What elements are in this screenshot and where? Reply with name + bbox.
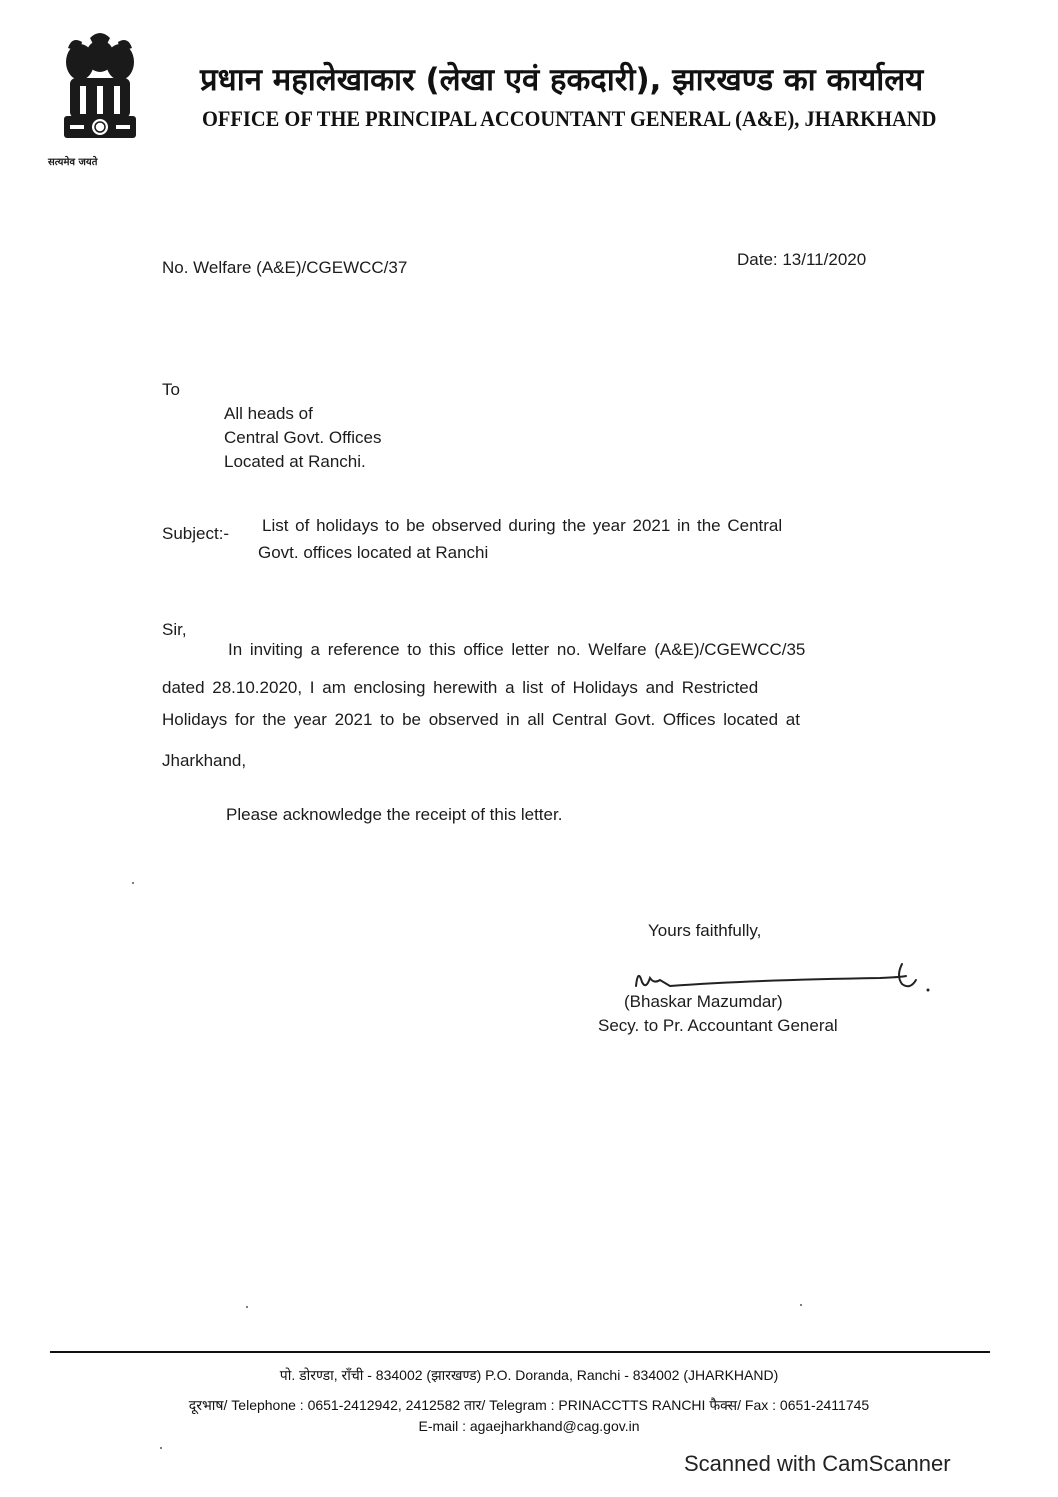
scan-speck: [246, 1306, 248, 1308]
body-line: In inviting a reference to this office letter no. Welfare (A&E)/CGEWCC/35: [228, 640, 806, 659]
body-line: Holidays for the year 2021 to be observed in all Central Govt. Offices located at: [162, 710, 800, 729]
scan-speck: [132, 882, 134, 884]
letter-date: Date: 13/11/2020: [737, 250, 867, 269]
office-title-english: OFFICE OF THE PRINCIPAL ACCOUNTANT GENERAL (A&E), JHARKHAND: [202, 106, 937, 131]
subject-line: List of holidays to be observed during the year 2021 in the Central: [262, 516, 783, 535]
footer-contact: दूरभाष/ Telephone : 0651-2412942, 2412582 तार/ Telegram : PRINACCTTS RANCHI फैक्स/ Fax : 0651-2411745: [188, 1397, 870, 1413]
acknowledge-request: Please acknowledge the receipt of this letter.: [226, 805, 563, 824]
body-line: Jharkhand,: [162, 751, 247, 770]
camscanner-watermark: Scanned with CamScanner: [684, 1451, 951, 1476]
footer-address: पो. डोरण्डा, राँची - 834002 (झारखण्ड) P.O. Doranda, Ranchi - 834002 (JHARKHAND): [279, 1367, 779, 1383]
office-title-hindi: प्रधान महालेखाकार (लेखा एवं हकदारी), झारखण्ड का कार्यालय: [200, 62, 924, 98]
ashoka-emblem-icon: [50, 28, 150, 168]
scan-speck: [160, 1447, 162, 1449]
address-line: Located at Ranchi.: [224, 452, 366, 471]
closing: Yours faithfully,: [648, 921, 762, 940]
address-line: All heads of: [224, 404, 313, 423]
emblem-motto: सत्यमेव जयते: [48, 157, 98, 168]
footer-email: E-mail : agaejharkhand@cag.gov.in: [418, 1418, 640, 1434]
signatory-designation: Secy. to Pr. Accountant General: [598, 1016, 838, 1035]
address-line: Central Govt. Offices: [224, 428, 382, 447]
to-label: To: [162, 380, 180, 399]
body-line: dated 28.10.2020, I am enclosing herewith a list of Holidays and Restricted: [162, 678, 759, 697]
letter-number: No. Welfare (A&E)/CGEWCC/37: [162, 258, 408, 277]
footer-divider: [50, 1351, 990, 1353]
signatory-name: (Bhaskar Mazumdar): [624, 992, 783, 1011]
salutation: Sir,: [162, 620, 187, 639]
scan-speck: [800, 1304, 802, 1306]
subject-line: Govt. offices located at Ranchi: [258, 543, 489, 562]
subject-label: Subject:-: [162, 524, 230, 543]
